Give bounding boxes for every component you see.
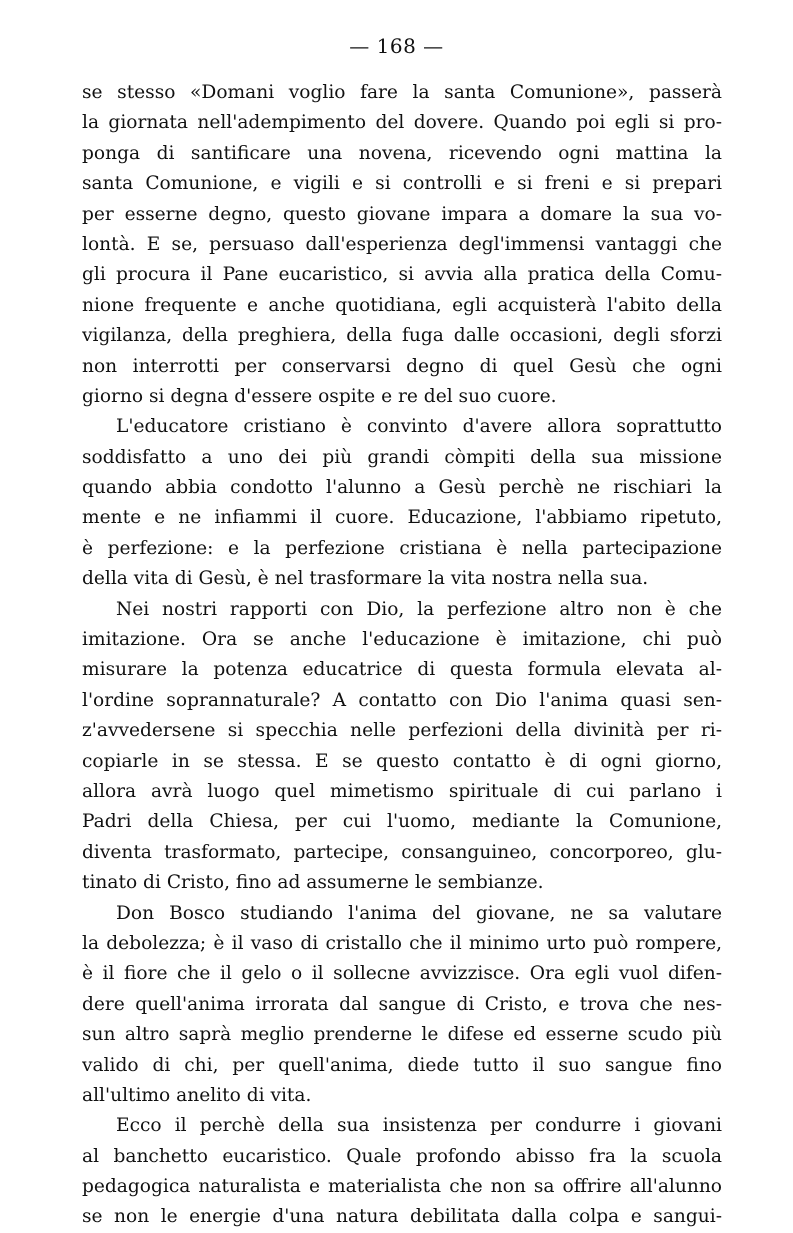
paragraph-3 [82,595,722,899]
text-line: Don Bosco studiando l'anima del giovane, ne sa valutare [116,902,722,924]
text-line: la giornata nell'adempimento del dovere. Quando poi egli si pro- [82,112,722,134]
text-line: è il fiore che il gelo o il sollecne avvizzisce. Ora egli vuol difen- [82,963,722,985]
text-line: imitazione. Ora se anche l'educazione è imitazione, chi può [82,629,722,651]
text-line: l'ordine soprannaturale? A contatto con Dio l'anima quasi sen- [82,689,722,711]
text-line: valido di chi, per quell'anima, diede tutto il suo sangue fino [82,1054,722,1076]
paragraph-2 [82,412,722,594]
paragraph-5 [82,1111,722,1233]
text-line: giorno si degna d'essere ospite e re del suo cuore. [82,385,557,407]
text-line: soddisfatto a uno dei più grandi còmpiti della sua missione [82,446,722,468]
text-line: diventa trasformato, partecipe, consanguineo, concorporeo, glu- [82,841,722,863]
text-line: L'educatore cristiano è convinto d'avere allora soprattutto [116,416,722,438]
text-line: nione frequente e anche quotidiana, egli acquisterà l'abito della [82,294,722,316]
text-line: mente e ne infiammi il cuore. Educazione, l'abbiamo ripetuto, [82,507,722,529]
text-line: lontà. E se, persuaso dall'esperienza degl'immensi vantaggi che [82,233,722,255]
text-line: misurare la potenza educatrice di questa formula elevata al- [82,659,722,681]
text-line: Padri della Chiesa, per cui l'uomo, mediante la Comunione, [82,811,722,833]
text-line: z'avvedersene si specchia nelle perfezioni della divinità per ri- [82,720,722,742]
text-line: vigilanza, della preghiera, della fuga dalle occasioni, degli sforzi [82,325,722,347]
text-line: per esserne degno, questo giovane impara a domare la sua vo- [82,203,722,225]
text-line: copiarle in se stessa. E se questo contatto è di ogni giorno, [82,750,722,772]
text-line: quando abbia condotto l'alunno a Gesù perchè ne rischiari la [82,477,722,499]
text-line: allora avrà luogo quel mimetismo spirituale di cui parlano i [82,780,722,802]
text-line: tinato di Cristo, fino ad assumerne le sembianze. [82,872,544,894]
paragraph-1 [82,78,722,412]
text-line: Ecco il perchè della sua insistenza per condurre i giovani [116,1115,722,1137]
text-line: santa Comunione, e vigili e si controlli e si freni e si prepari [82,173,722,195]
text-line: della vita di Gesù, è nel trasformare la vita nostra nella sua. [82,568,649,590]
text-line: gli procura il Pane eucaristico, si avvia alla pratica della Comu- [82,264,722,286]
text-line: se non le energie d'una natura debilitata dalla colpa e sangui- [82,1206,722,1228]
text-line: dere quell'anima irrorata dal sangue di Cristo, e trova che nes- [82,993,722,1015]
text-line: è perfezione: e la perfezione cristiana è nella partecipazione [82,537,722,559]
text-line: sun altro saprà meglio prenderne le difese ed esserne scudo più [82,1024,722,1046]
text-line: al banchetto eucaristico. Quale profondo abisso fra la scuola [82,1145,722,1167]
text-line: ponga di santificare una novena, ricevendo ogni mattina la [82,142,722,164]
text-line: la debolezza; è il vaso di cristallo che il minimo urto può rompere, [82,932,722,954]
text-line: all'ultimo anelito di vita. [82,1084,312,1106]
text-line: se stesso «Domani voglio fare la santa Comunione», passerà [82,82,722,103]
text-line: non interrotti per conservarsi degno di quel Gesù che ogni [82,355,722,377]
page-number: — 168 — [349,34,444,58]
text-line: pedagogica naturalista e materialista che non sa offrire all'alunno [82,1176,722,1198]
paragraph-4 [82,899,722,1112]
body-text [82,78,722,1233]
text-line: Nei nostri rapporti con Dio, la perfezione altro non è che [116,598,722,620]
